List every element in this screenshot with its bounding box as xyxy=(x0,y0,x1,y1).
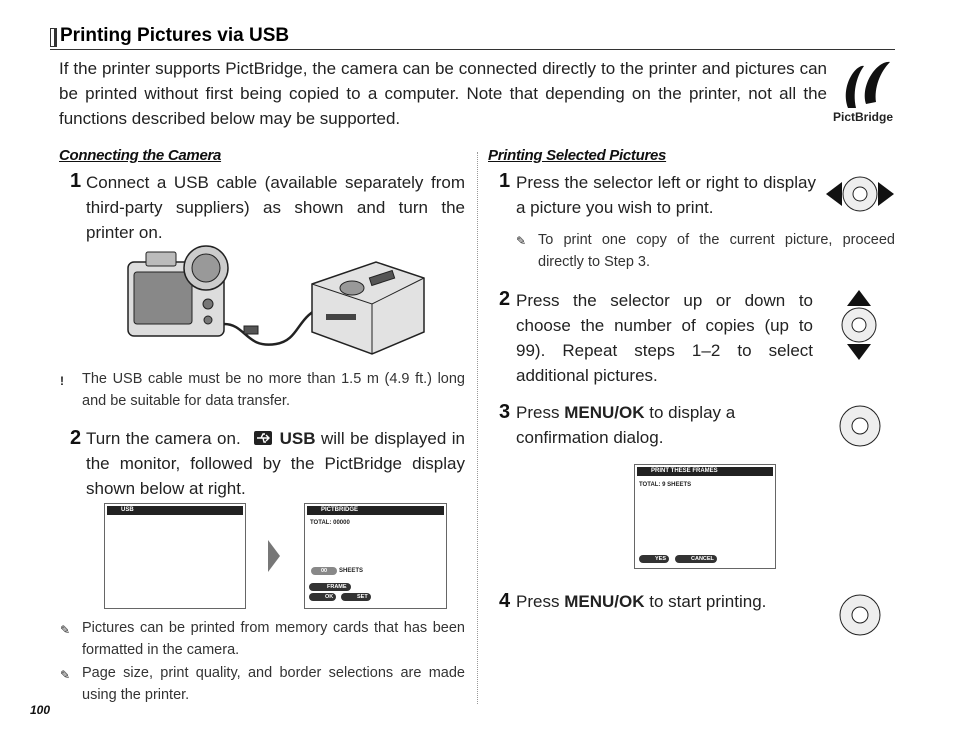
step-text-part: to start printing. xyxy=(649,592,767,611)
pictbridge-label: PictBridge xyxy=(833,110,894,124)
selector-up-down-icon xyxy=(836,288,882,362)
step-text-part: Press xyxy=(516,592,560,611)
column-divider xyxy=(477,152,478,704)
step-text xyxy=(516,400,816,450)
step-number: 1 xyxy=(499,170,511,192)
title-row xyxy=(50,25,895,50)
dialog-cancel-pill: CANCEL xyxy=(675,555,717,563)
step-text: Press the selector left or right to display a picture you wish to print. xyxy=(516,173,816,217)
pictbridge-sheets: SHEETS xyxy=(339,568,364,574)
note-icon: ✎ xyxy=(60,623,71,637)
section-heading-printing: Printing Selected Pictures xyxy=(488,147,667,164)
step-number: 3 xyxy=(499,401,511,423)
step-text-part: Turn the camera on. xyxy=(86,429,241,448)
dialog-bar: PRINT THESE FRAMES xyxy=(637,467,773,476)
section-heading-connecting: Connecting the Camera xyxy=(59,147,222,164)
selector-left-right-icon xyxy=(824,170,896,218)
step-text: Press the selector up or down to choose the number of copies (up to 99). Repeat steps 1–2 to select additional pictures. xyxy=(516,291,813,385)
page-number: 100 xyxy=(30,703,51,717)
title-marker xyxy=(50,28,57,47)
pictbridge-frame-pill: FRAME xyxy=(309,583,351,591)
selector-press-icon xyxy=(838,593,882,637)
pictbridge-ok-pill: OK xyxy=(309,593,336,601)
pictbridge-set-pill: SET xyxy=(341,593,371,601)
step-number: 4 xyxy=(499,590,511,612)
step-text-part: to display a confirmation dialog. xyxy=(516,403,736,447)
menu-ok-key: MENU/OK xyxy=(564,403,645,422)
intro-paragraph: If the printer supports PictBridge, the camera can be connected directly to the printer and pictures can be printed without first being copied to a computer. Note that depending on the printer, not all the functions described below may be supported. xyxy=(59,59,827,128)
menu-ok-key: MENU/OK xyxy=(564,592,645,611)
note-text: Page size, print quality, and border selections are made using the printer. xyxy=(82,665,465,703)
usb-label: USB xyxy=(279,429,316,448)
pictbridge-screen-bar: PICTBRIDGE xyxy=(307,506,444,515)
step-number: 1 xyxy=(70,170,82,192)
note-text: To print one copy of the current picture, proceed directly to Step 3. xyxy=(538,232,895,270)
usb-screen-bar: USB xyxy=(107,506,243,515)
page-title: Printing Pictures via USB xyxy=(60,25,290,46)
dialog-yes-pill: YES xyxy=(639,555,669,563)
step-number: 2 xyxy=(70,427,82,449)
caution-note: The USB cable must be no more than 1.5 m (4.9 ft.) long and be suitable for data transfer. xyxy=(82,371,465,409)
pictbridge-count: 00 xyxy=(311,567,337,575)
step-text-part: will be displayed in the monitor, followed by the PictBridge display shown below at right. xyxy=(86,429,465,498)
pictbridge-total: TOTAL: 00000 xyxy=(310,520,350,526)
step-text xyxy=(516,589,816,614)
note-icon: ✎ xyxy=(60,668,71,682)
step-text: Connect a USB cable (available separately from third-party suppliers) as shown and turn the printer on. xyxy=(86,173,465,242)
selector-press-icon xyxy=(838,404,882,448)
step-text-part: Press xyxy=(516,403,560,422)
caution-icon: ! xyxy=(60,374,64,388)
dialog-total: TOTAL: 9 SHEETS xyxy=(639,482,692,488)
usb-monitor-screen xyxy=(104,503,246,609)
confirmation-dialog-screen xyxy=(634,464,776,569)
camera-printer-illustration xyxy=(126,244,426,356)
note-icon: ✎ xyxy=(516,234,527,248)
step-text xyxy=(86,426,465,501)
arrow-right-icon xyxy=(266,538,282,574)
pictbridge-monitor-screen xyxy=(304,503,447,609)
note-text: Pictures can be printed from memory cards that has been formatted in the camera. xyxy=(82,620,465,658)
step-number: 2 xyxy=(499,288,511,310)
usb-icon xyxy=(254,431,272,445)
